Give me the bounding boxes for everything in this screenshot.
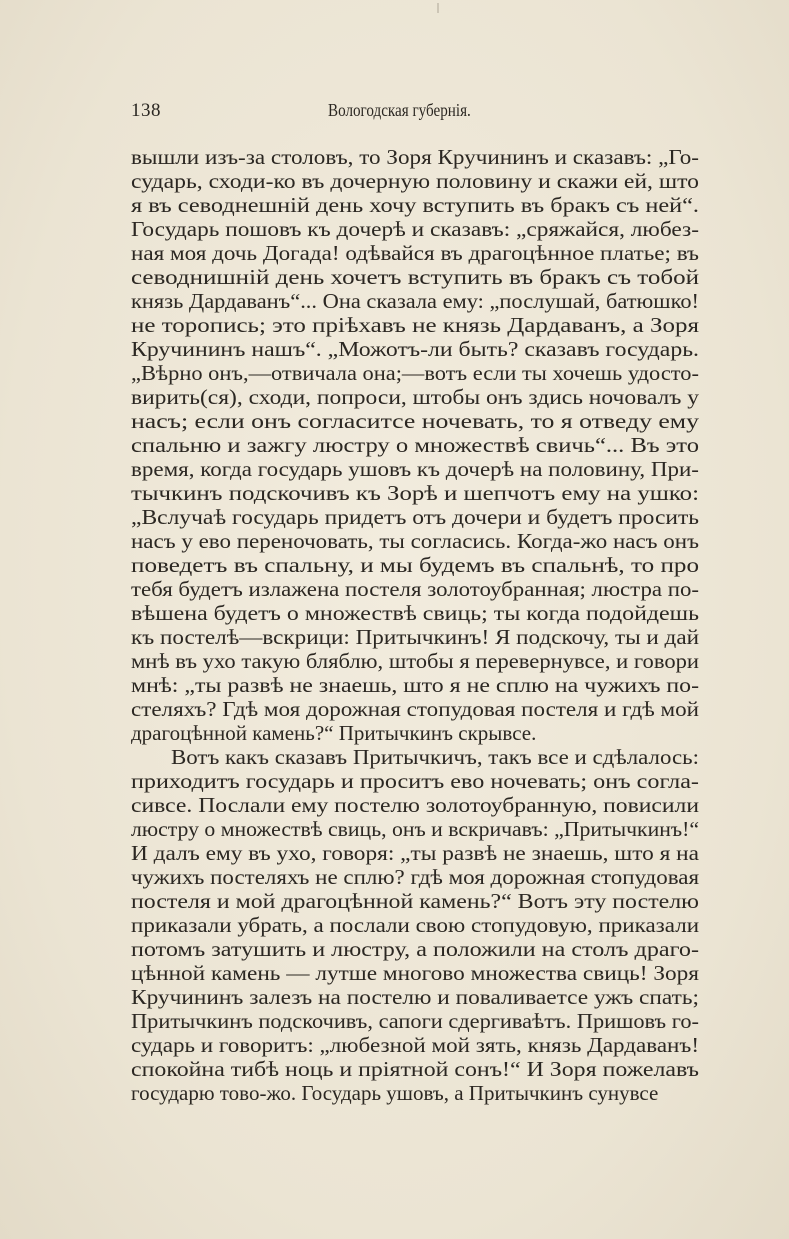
text-line — [131, 169, 699, 193]
text-line — [131, 481, 699, 505]
text-line-content: тычкинъ подскочивъ къ Зорѣ и шепчотъ ему на ушко: — [131, 481, 700, 505]
text-line — [131, 721, 699, 745]
text-line-content: „Вслучаѣ государь придетъ отъ дочери и будетъ просить — [131, 505, 699, 529]
text-line — [131, 529, 699, 553]
text-line — [131, 1009, 699, 1033]
text-line-content: чужихъ постеляхъ не сплю? гдѣ моя дорожная стопудовая — [131, 865, 700, 889]
text-line — [131, 625, 699, 649]
text-line — [131, 265, 699, 289]
text-line-content: приказали убрать, а послали свою стопудовую, приказали — [131, 913, 700, 937]
text-line-content: драгоцѣнной камень?“ Притычкинъ скрывсе. — [131, 721, 537, 745]
text-line-content: стеляхъ? Гдѣ моя дорожная стопудовая постеля и гдѣ мой — [131, 697, 699, 721]
text-line — [131, 289, 699, 313]
text-line-content: сударь, сходи-ко въ дочерную половину и скажи ей, што — [131, 169, 699, 193]
text-line-content: государю тово-жо. Государь ушовъ, а Притычкинъ сунувсе — [131, 1081, 659, 1105]
text-line-content: приходитъ государь и проситъ ево ночевать; онъ согла- — [131, 769, 699, 793]
text-line — [131, 1033, 699, 1057]
text-line-content: севоднишній день хочетъ вступить въ бракъ съ тобой — [131, 265, 700, 289]
text-line — [131, 313, 699, 337]
text-line — [131, 673, 699, 697]
text-line-content: спальню и зажгу люстру о множествѣ свичь“... Въ это — [131, 433, 700, 457]
text-line-content: Кручининъ нашъ“. „Можотъ-ли быть? сказавъ государь. — [131, 337, 700, 361]
text-line-content: вирить(ся), сходи, попроси, штобы онъ здись ночовалъ у — [131, 385, 699, 409]
text-line-content: Кручининъ залезъ на постелю и поваливаетсе ужъ спать; — [131, 985, 699, 1009]
text-line — [131, 865, 699, 889]
text-line-content: сударь и говоритъ: „любезной мой зять, князь Дардаванъ! — [131, 1033, 700, 1057]
text-line-content: мнѣ: „ты развѣ не знаешь, што я не сплю на чужихъ по- — [131, 673, 700, 697]
text-line-content: поведетъ въ спальну, и мы будемъ въ спальнѣ, то про — [131, 553, 700, 577]
text-line-content: люстру о множествѣ свиць, онъ и вскричавъ: „Притычкинъ!“ — [131, 817, 699, 841]
text-line-content: ная моя дочь Догада! одѣвайся въ драгоцѣнное платье; въ — [131, 241, 699, 265]
text-line — [131, 433, 699, 457]
page-number: 138 — [131, 100, 161, 121]
text-line — [131, 841, 699, 865]
text-line-content: Притычкинъ подскочивъ, сапоги сдергиваѣтъ. Пришовъ го- — [131, 1009, 699, 1033]
text-line — [131, 649, 699, 673]
text-line — [131, 217, 699, 241]
text-line — [131, 793, 699, 817]
text-line-content: вѣшена будетъ о множествѣ свиць; ты когда подойдешь — [131, 601, 699, 625]
text-line — [131, 889, 699, 913]
text-line-content: князь Дардаванъ“... Она сказала ему: „послушай, батюшко! — [131, 289, 699, 313]
body-text — [131, 145, 699, 1105]
text-line — [131, 769, 699, 793]
text-line-content: Государь пошовъ къ дочерѣ и сказавъ: „сряжайся, любез- — [131, 217, 700, 241]
text-line — [131, 985, 699, 1009]
text-line-content: не торопись; это пріѣхавъ не князь Дардаванъ, а Зоря — [131, 313, 699, 337]
text-line — [131, 1081, 699, 1105]
text-line — [131, 817, 699, 841]
text-line — [131, 697, 699, 721]
text-line-content: мнѣ въ ухо такую бляблю, штобы я перевернувсе, и говори — [131, 649, 699, 673]
text-line-content: цѣнной камень — лутше многово множества свиць! Зоря — [131, 961, 700, 985]
text-line — [131, 409, 699, 433]
text-line-content: я въ севоднешній день хочу вступить въ бракъ съ ней“. — [131, 193, 700, 217]
text-line-content: потомъ затушить и люстру, а положили на столъ драго- — [131, 937, 699, 961]
text-line-content: вышли изъ-за столовъ, то Зоря Кручининъ и сказавъ: „Го- — [131, 145, 699, 169]
page-header — [131, 100, 699, 124]
text-line-content: спокойна тибѣ ноць и пріятной сонъ!“ И Зоря пожелавъ — [131, 1057, 700, 1081]
text-line — [131, 193, 699, 217]
text-line — [131, 145, 699, 169]
text-line-content: постеля и мой драгоцѣнной камень?“ Вотъ эту постелю — [131, 889, 700, 913]
text-line — [131, 385, 699, 409]
text-line — [131, 937, 699, 961]
text-line-content: Вотъ какъ сказавъ Притычкичъ, такъ все и сдѣлалось: — [171, 745, 700, 769]
text-line-content: тебя будетъ излажена постеля золотоубранная; люстра по- — [131, 577, 700, 601]
text-line — [131, 913, 699, 937]
text-line-content: насъ у ево переночовать, ты согласись. Когда-жо насъ онъ — [131, 529, 699, 553]
text-line — [131, 457, 699, 481]
text-line-content: насъ; если онъ согласитсе ночевать, то я отведу ему — [131, 409, 699, 433]
text-line — [131, 553, 699, 577]
text-line — [131, 361, 699, 385]
text-line — [131, 337, 699, 361]
text-line — [131, 1057, 699, 1081]
text-line — [131, 577, 699, 601]
text-line — [131, 601, 699, 625]
text-line-content: сивсе. Послали ему постелю золотоубранную, повисили — [131, 793, 699, 817]
text-line-content: „Вѣрно онъ,—отвичала она;—вотъ если ты хочешь удосто- — [131, 361, 699, 385]
text-line — [131, 745, 699, 769]
text-line — [131, 241, 699, 265]
text-line-content: время, когда государь ушовъ къ дочерѣ на половину, При- — [131, 457, 699, 481]
text-line-content: И далъ ему въ ухо, говоря: „ты развѣ не знаешь, што я на — [131, 841, 700, 865]
text-line-content: къ постелѣ—вскрици: Притычкинъ! Я подскочу, ты и дай — [131, 625, 699, 649]
running-title: Вологодская губернія. — [328, 100, 471, 120]
page-mark — [437, 3, 439, 13]
text-line — [131, 961, 699, 985]
text-line — [131, 505, 699, 529]
